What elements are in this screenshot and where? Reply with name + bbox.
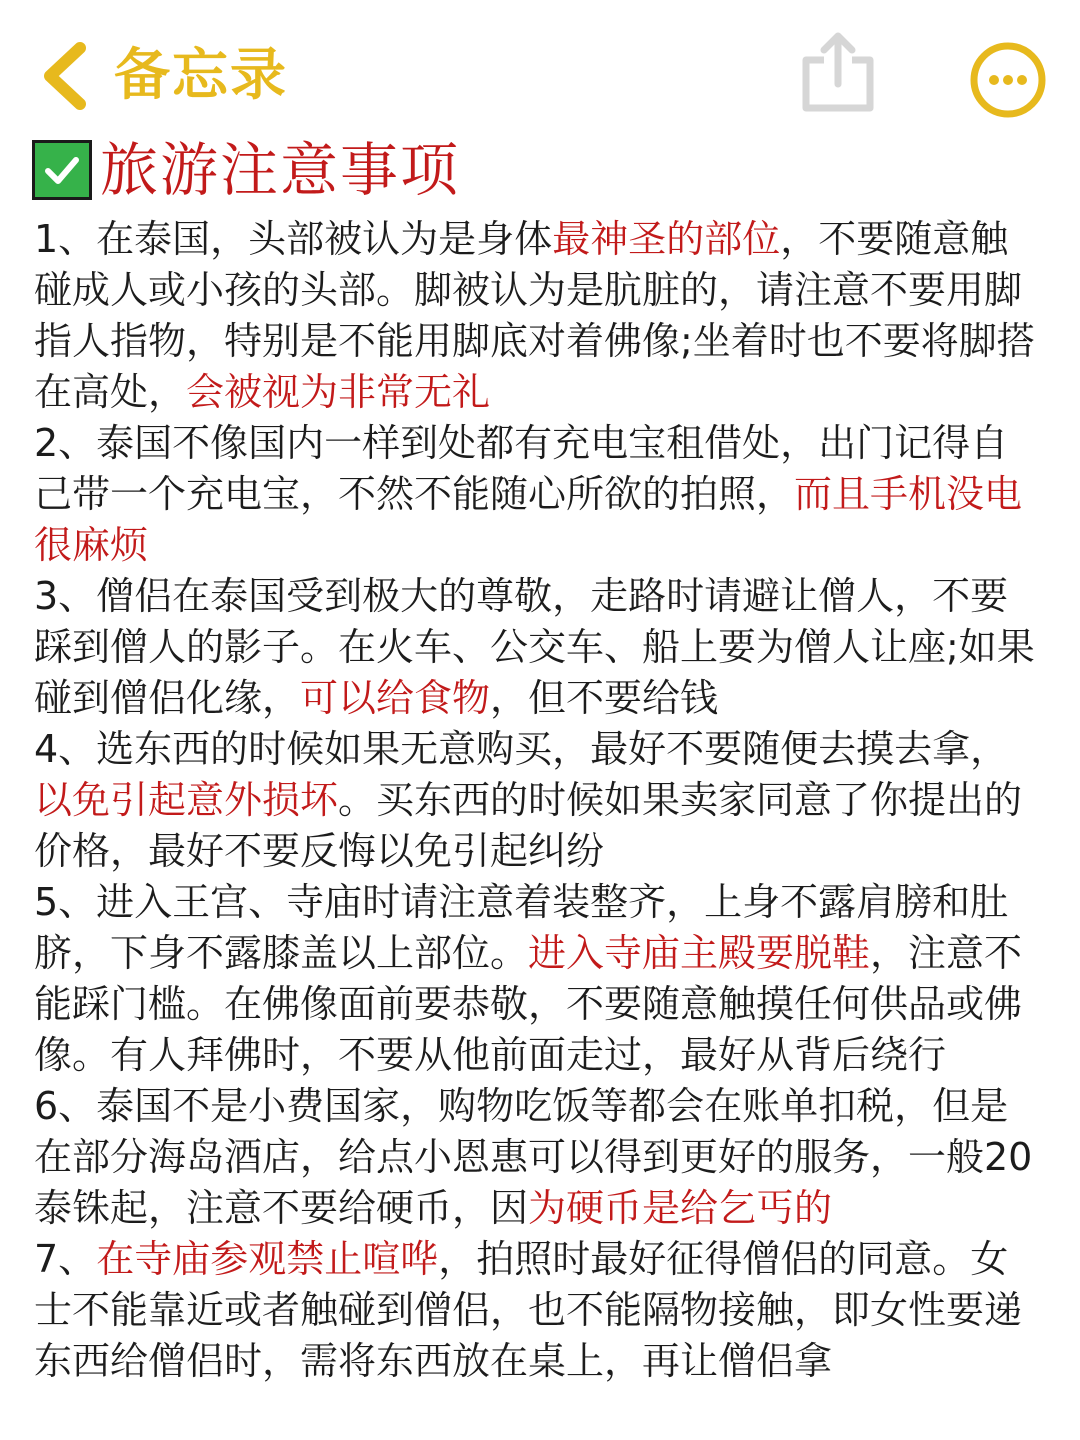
body-text: 2、泰国不像国内一样到处都有充电宝租借处，出门记得自己带一个充电宝，不然不能随心所欲的拍照， <box>34 421 1009 516</box>
highlighted-text: 以免引起意外损坏 <box>34 778 339 822</box>
body-text: ，但不要给钱 <box>490 676 719 720</box>
highlighted-text: 最神圣的部位 <box>552 217 781 261</box>
highlighted-text: 而且手机没电很麻烦 <box>34 472 1023 567</box>
highlighted-text: 进入寺庙主殿要脱鞋 <box>528 931 871 975</box>
highlighted-text: 会被视为非常无礼 <box>186 370 491 414</box>
highlighted-text: 可以给食物 <box>300 676 491 720</box>
body-text: 6、泰国不是小费国家，购物吃饭等都会在账单扣税，但是在部分海岛酒店，给点小恩惠可以得到更好的服务，一般20泰铢起，注意不要给硬币，因 <box>34 1084 1033 1230</box>
chevron-left-icon <box>36 40 100 112</box>
back-button[interactable] <box>36 40 288 112</box>
body-text: 4、选东西的时候如果无意购买，最好不要随便去摸去拿， <box>34 727 1009 771</box>
note-item <box>34 571 1046 724</box>
note-item <box>34 1081 1046 1234</box>
body-text: ，注意不能踩门槛。在佛像面前要恭敬，不要随意触摸任何供品或佛像。有人拜佛时，不要从他前面走过，最好从背后绕行 <box>34 931 1023 1077</box>
body-text: 3、僧侣在泰国受到极大的尊敬，走路时请避让僧人，不要踩到僧人的影子。在火车、公交车、船上要为僧人让座;如果碰到僧侣化缘， <box>34 574 1035 720</box>
note-title: 旅游注意事项 <box>100 136 461 204</box>
note-item <box>34 214 1046 418</box>
back-label: 备忘录 <box>114 43 288 108</box>
more-icon[interactable] <box>968 40 1048 120</box>
highlighted-text: 在寺庙参观禁止喧哗 <box>96 1237 439 1281</box>
share-icon[interactable] <box>800 30 876 114</box>
body-text: ，不要随意触碰成人或小孩的头部。脚被认为是肮脏的，请注意不要用脚指人指物，特别是不能用脚底对着佛像;坐着时也不要将脚搭在高处， <box>34 217 1035 414</box>
note-title-row <box>32 138 460 202</box>
note-item <box>34 1234 1046 1387</box>
body-text: ，拍照时最好征得僧侣的同意。女士不能靠近或者触碰到僧侣，也不能隔物接触，即女性要递东西给僧侣时，需将东西放在桌上，再让僧侣拿 <box>34 1237 1023 1383</box>
highlighted-text: 为硬币是给乞丐的 <box>528 1186 833 1230</box>
check-box-icon <box>32 140 92 200</box>
body-text: 1、在泰国，头部被认为是身体 <box>34 217 553 261</box>
note-item <box>34 418 1046 571</box>
note-body[interactable] <box>34 214 1046 1387</box>
body-text: 7、 <box>34 1237 97 1281</box>
navigation-bar <box>0 0 1080 130</box>
note-item <box>34 724 1046 877</box>
body-text: 。买东西的时候如果卖家同意了你提出的价格，最好不要反悔以免引起纠纷 <box>34 778 1023 873</box>
note-item <box>34 877 1046 1081</box>
body-text: 5、进入王宫、寺庙时请注意着装整齐，上身不露肩膀和肚脐，下身不露膝盖以上部位。 <box>34 880 1009 975</box>
